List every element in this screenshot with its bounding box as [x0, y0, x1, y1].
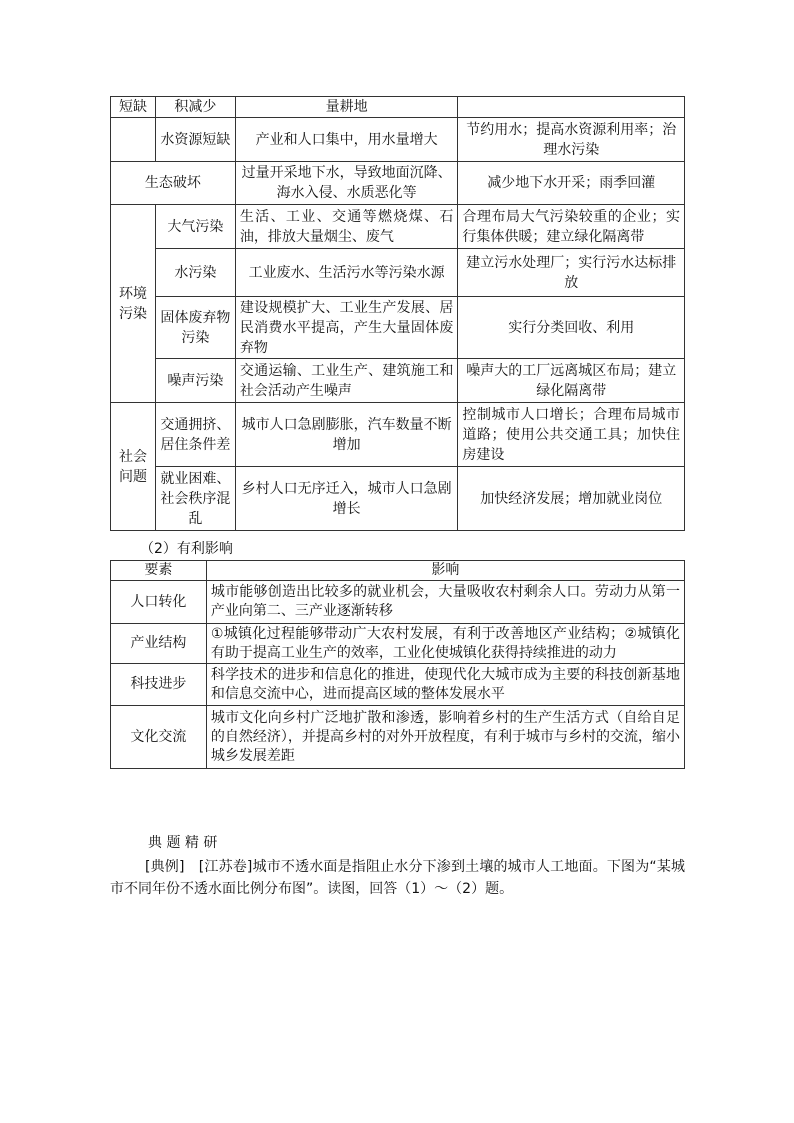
table-cell: 过量开采地下水，导致地面沉降、海水入侵、水质恶化等 [235, 162, 458, 205]
table-cell: 文化交流 [111, 706, 207, 769]
table-cell: 科学技术的进步和信息化的推进，使现代化大城市成为主要的科技创新基地和信息交流中心，进而提高区域的整体发展水平 [206, 664, 684, 706]
table-cell: 建立污水处理厂；实行污水达标排放 [458, 249, 685, 297]
table-cell: 节约用水；提高水资源利用率；治理水污染 [458, 118, 685, 162]
table-cell: 工业废水、生活污水等污染水源 [235, 249, 458, 297]
urban-problems-table [110, 96, 685, 531]
table-cell: 固体废弃物污染 [155, 297, 235, 359]
table-cell: 水污染 [155, 249, 235, 297]
table-row [111, 467, 685, 531]
table-cell: 减少地下水开采；雨季回灌 [458, 162, 685, 205]
table-cell: 加快经济发展；增加就业岗位 [458, 467, 685, 531]
table-row [111, 205, 685, 249]
table-cell [111, 118, 156, 162]
table-cell: 交通运输、工业生产、建筑施工和社会活动产生噪声 [235, 359, 458, 403]
table-cell: 人口转化 [111, 581, 207, 624]
table-cell: 实行分类回收、利用 [458, 297, 685, 359]
table-cell: 建设规模扩大、工业生产发展、居民消费水平提高，产生大量固体废弃物 [235, 297, 458, 359]
table-row [111, 249, 685, 297]
table-cell: 生活、工业、交通等燃烧煤、石油，排放大量烟尘、废气 [235, 205, 458, 249]
table-cell: 交通拥挤、居住条件差 [155, 403, 235, 467]
table-cell: 产业结构 [111, 624, 207, 664]
table-cell: 城市文化向乡村广泛地扩散和渗透，影响着乡村的生产生活方式（自给自足的自然经济），并提高乡村的对外开放程度，有利于城市与乡村的交流，缩小城乡发展差距 [206, 706, 684, 769]
table-cell: 量耕地 [235, 97, 458, 118]
table-row [111, 706, 685, 769]
table-cell: 水资源短缺 [155, 118, 235, 162]
table-row [111, 359, 685, 403]
table-cell: 控制城市人口增长；合理布局城市道路；使用公共交通工具；加快住房建设 [458, 403, 685, 467]
table-cell [458, 97, 685, 118]
table-row [111, 403, 685, 467]
env-pollution-label: 环境污染 [111, 205, 156, 403]
table-cell: 城市人口急剧膨胀，汽车数量不断增加 [235, 403, 458, 467]
section-title: 典 题 精 研 [148, 835, 218, 851]
table-cell: 合理布局大气污染较重的企业；实行集体供暖；建立绿化隔离带 [458, 205, 685, 249]
table-row [111, 664, 685, 706]
table-header: 要素 [111, 561, 207, 581]
table-row [111, 581, 685, 624]
table-cell: ①城镇化过程能够带动广大农村发展，有利于改善地区产业结构；②城镇化有助于提高工业生产的效率，工业化使城镇化获得持续推进的动力 [206, 624, 684, 664]
table-cell: 乡村人口无序迁入，城市人口急剧增长 [235, 467, 458, 531]
example-paragraph: [典例] [江苏卷]城市不透水面是指阻止水分下渗到土壤的城市人工地面。下图为“某城市不同年份不透水面比例分布图”。读图，回答（1）～（2）题。 [110, 859, 685, 897]
table-cell: 城市能够创造出比较多的就业机会，大量吸收农村剩余人口。劳动力从第一产业向第二、三产业逐渐转移 [206, 581, 684, 624]
section-title: （2）有利影响 [140, 541, 233, 557]
table-row [111, 561, 685, 581]
table-cell: 短缺 [111, 97, 156, 118]
social-issues-label: 社会问题 [111, 403, 156, 531]
table-row [111, 97, 685, 118]
table-cell: 噪声大的工厂远离城区布局；建立绿化隔离带 [458, 359, 685, 403]
table-cell: 科技进步 [111, 664, 207, 706]
positive-impacts-table [110, 560, 685, 769]
table-row [111, 297, 685, 359]
table-cell: 生态破坏 [111, 162, 236, 205]
table-header: 影响 [206, 561, 684, 581]
table-cell: 噪声污染 [155, 359, 235, 403]
table-cell: 就业困难、社会秩序混乱 [155, 467, 235, 531]
table-cell: 产业和人口集中，用水量增大 [235, 118, 458, 162]
table-row [111, 118, 685, 162]
table-cell: 大气污染 [155, 205, 235, 249]
table-cell: 积减少 [155, 97, 235, 118]
table-row [111, 162, 685, 205]
table-row [111, 624, 685, 664]
